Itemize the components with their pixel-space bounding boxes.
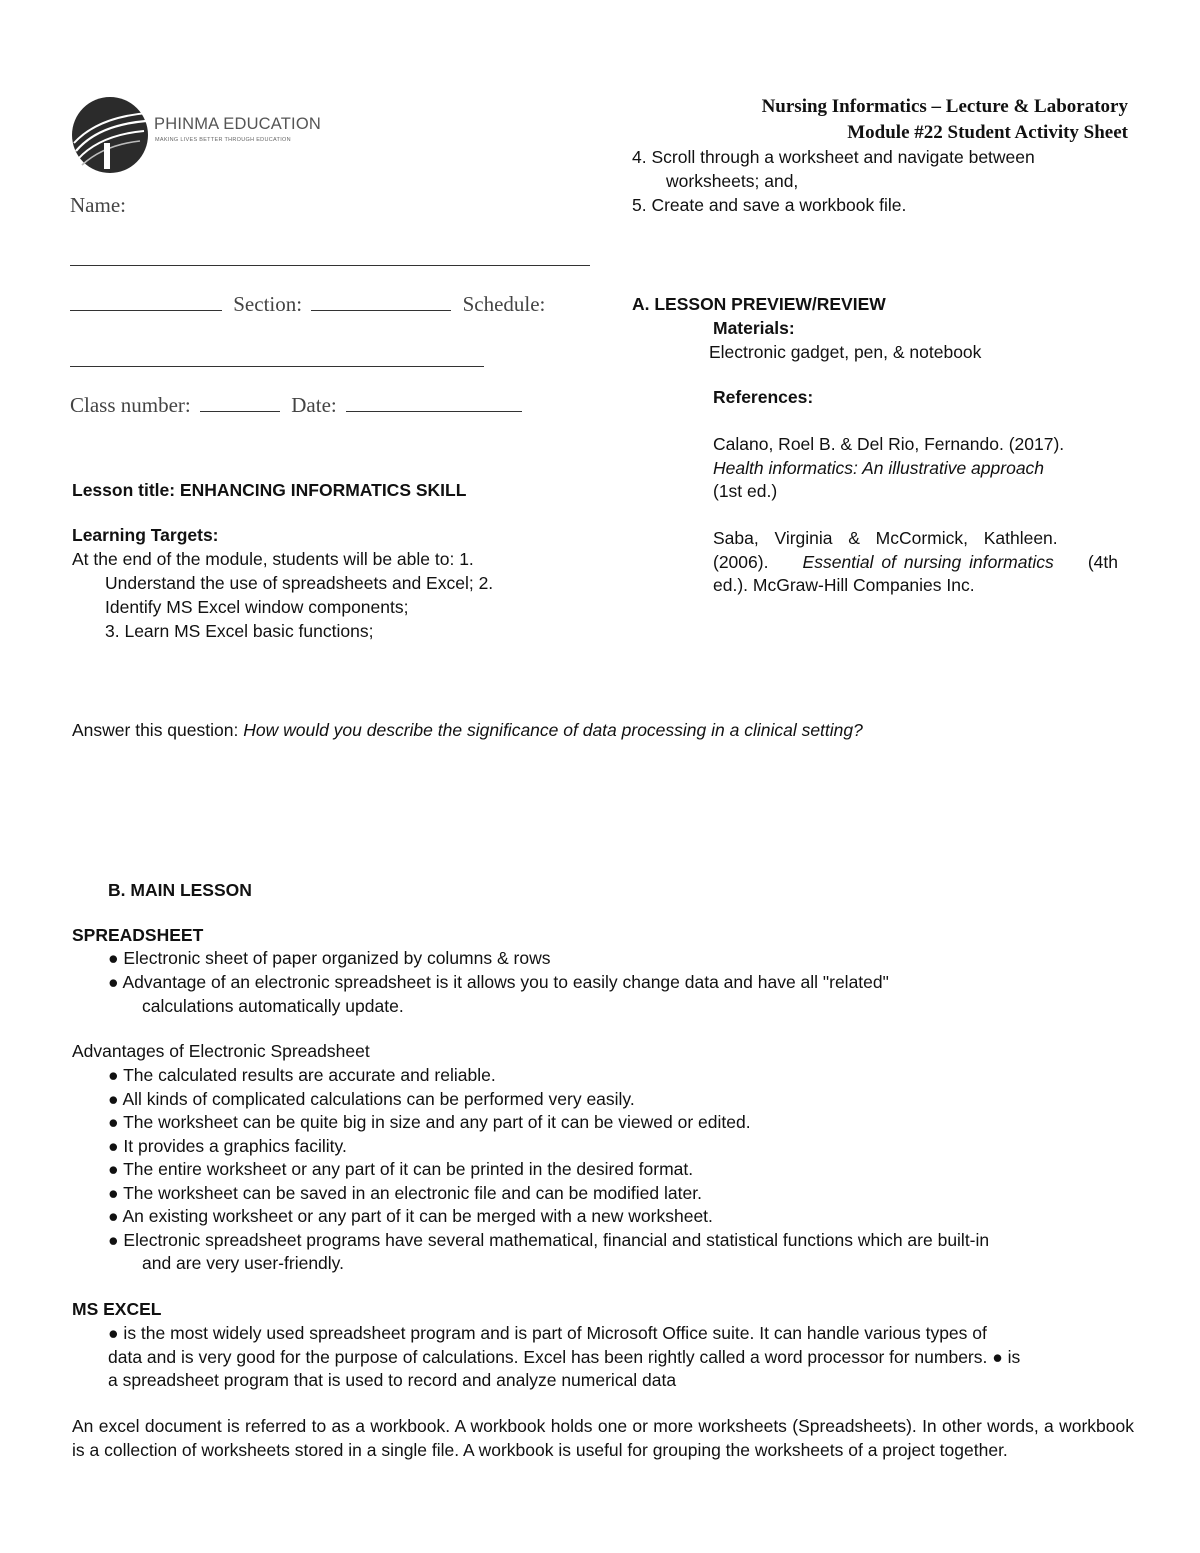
class-date-row [70, 393, 522, 418]
ref2-line1: Saba, Virginia & McCormick, Kathleen. [713, 528, 1058, 548]
list-item: ● Electronic spreadsheet programs have several mathematical, financial and statistical functions which are built-in [108, 1229, 990, 1250]
ref1-edition: (1st ed.) [713, 481, 778, 501]
learning-targets-heading: Learning Targets: [72, 525, 219, 545]
list-item: ● The worksheet can be saved in an electronic file and can be modified later. [108, 1182, 702, 1203]
ref2-title: Essential of nursing informatics [802, 551, 1054, 572]
workbook-paragraph: An excel document is referred to as a workbook. A workbook holds one or more worksheets (Spreadsheets). In other words, a workbook is a collection of worksheets stored in a single file. A workbook is useful for grouping the worksheets of a project together. [72, 1416, 1134, 1460]
ref2-edition: (4th [1087, 551, 1118, 572]
date-label: Date: [291, 393, 337, 417]
ms-excel-text [108, 1322, 1020, 1393]
ms-excel-line-2: data and is very good for the purpose of calculations. Excel has been rightly called a word processor for numbers. ● is [108, 1346, 1021, 1367]
reference-1 [713, 433, 1118, 504]
course-title: Nursing Informatics – Lecture & Laboratory [761, 96, 1128, 117]
target-4b: worksheets; and, [666, 171, 799, 191]
spreadsheet-bullet-2: ● Advantage of an electronic spreadsheet is it allows you to easily change data and have all "related" [108, 972, 889, 992]
target-3: 3. Learn MS Excel basic functions; [105, 621, 374, 641]
target-1: Understand the use of spreadsheets and Excel; 2. [105, 573, 494, 593]
phinma-logo-mark [68, 95, 158, 175]
name-field [70, 193, 126, 218]
preview-heading: A. LESSON PREVIEW/REVIEW [632, 294, 886, 314]
class-number-input[interactable] [200, 410, 280, 412]
ref2-year: (2006). [713, 551, 769, 572]
ms-excel-line-1: ● is the most widely used spreadsheet program and is part of Microsoft Office suite. It can handle various types of [108, 1323, 987, 1343]
advantages-heading: Advantages of Electronic Spreadsheet [72, 1041, 370, 1061]
target-5: 5. Create and save a workbook file. [632, 195, 907, 215]
logo-text: PHINMA EDUCATION [154, 115, 321, 133]
section-blank-1[interactable] [70, 309, 222, 311]
question-text: How would you describe the significance of data processing in a clinical setting? [243, 720, 863, 740]
phinma-logo [68, 95, 338, 175]
main-lesson-heading: B. MAIN LESSON [108, 880, 252, 900]
name-label: Name: [70, 193, 126, 217]
ref1-title: Health informatics: An illustrative approach [713, 457, 1045, 478]
list-item: ● The worksheet can be quite big in size and any part of it can be viewed or edited. [108, 1112, 751, 1132]
schedule-label: Schedule: [462, 292, 546, 316]
target-4a: 4. Scroll through a worksheet and navigate between [632, 147, 1035, 167]
spreadsheet-heading: SPREADSHEET [72, 925, 204, 945]
list-item: ● All kinds of complicated calculations can be performed very easily. [108, 1088, 635, 1109]
schedule-underline[interactable] [70, 366, 484, 367]
spreadsheet-bullet-1: ● Electronic sheet of paper organized by columns & rows [108, 948, 551, 968]
question-prompt: Answer this question: [72, 720, 239, 740]
list-item: ● The calculated results are accurate and reliable. [108, 1065, 496, 1085]
lesson-title: Lesson title: ENHANCING INFORMATICS SKILL [72, 480, 467, 500]
ref2-line3: ed.). McGraw-Hill Companies Inc. [713, 575, 975, 595]
section-schedule-row [70, 292, 545, 317]
module-title: Module #22 Student Activity Sheet [847, 122, 1128, 143]
ref2-line2 [713, 551, 1118, 575]
reference-2 [713, 527, 1118, 598]
list-item: ● It provides a graphics facility. [108, 1135, 347, 1156]
class-number-label: Class number: [70, 393, 191, 417]
advantages-last-cont: and are very user-friendly. [142, 1253, 344, 1273]
targets-intro: At the end of the module, students will be able to: 1. [72, 549, 474, 569]
logo-tagline: MAKING LIVES BETTER THROUGH EDUCATION [155, 137, 291, 143]
spreadsheet-bullet-2-cont: calculations automatically update. [142, 996, 404, 1016]
question-line [72, 719, 863, 743]
section-label: Section: [233, 292, 303, 316]
list-item: ● The entire worksheet or any part of it can be printed in the desired format. [108, 1159, 694, 1179]
materials-heading: Materials: [713, 318, 795, 338]
list-item: ● An existing worksheet or any part of it can be merged with a new worksheet. [108, 1206, 713, 1226]
materials-text: Electronic gadget, pen, & notebook [709, 342, 982, 362]
ms-excel-heading: MS EXCEL [72, 1299, 162, 1319]
advantages-list [108, 1064, 989, 1252]
target-2: Identify MS Excel window components; [105, 597, 409, 617]
section-input[interactable] [311, 309, 451, 311]
references-heading: References: [713, 387, 814, 407]
date-input[interactable] [346, 410, 522, 412]
ref1-line1: Calano, Roel B. & Del Rio, Fernando. (2017). [713, 434, 1065, 454]
ms-excel-line-3: a spreadsheet program that is used to record and analyze numerical data [108, 1370, 677, 1390]
name-underline[interactable] [70, 265, 590, 266]
